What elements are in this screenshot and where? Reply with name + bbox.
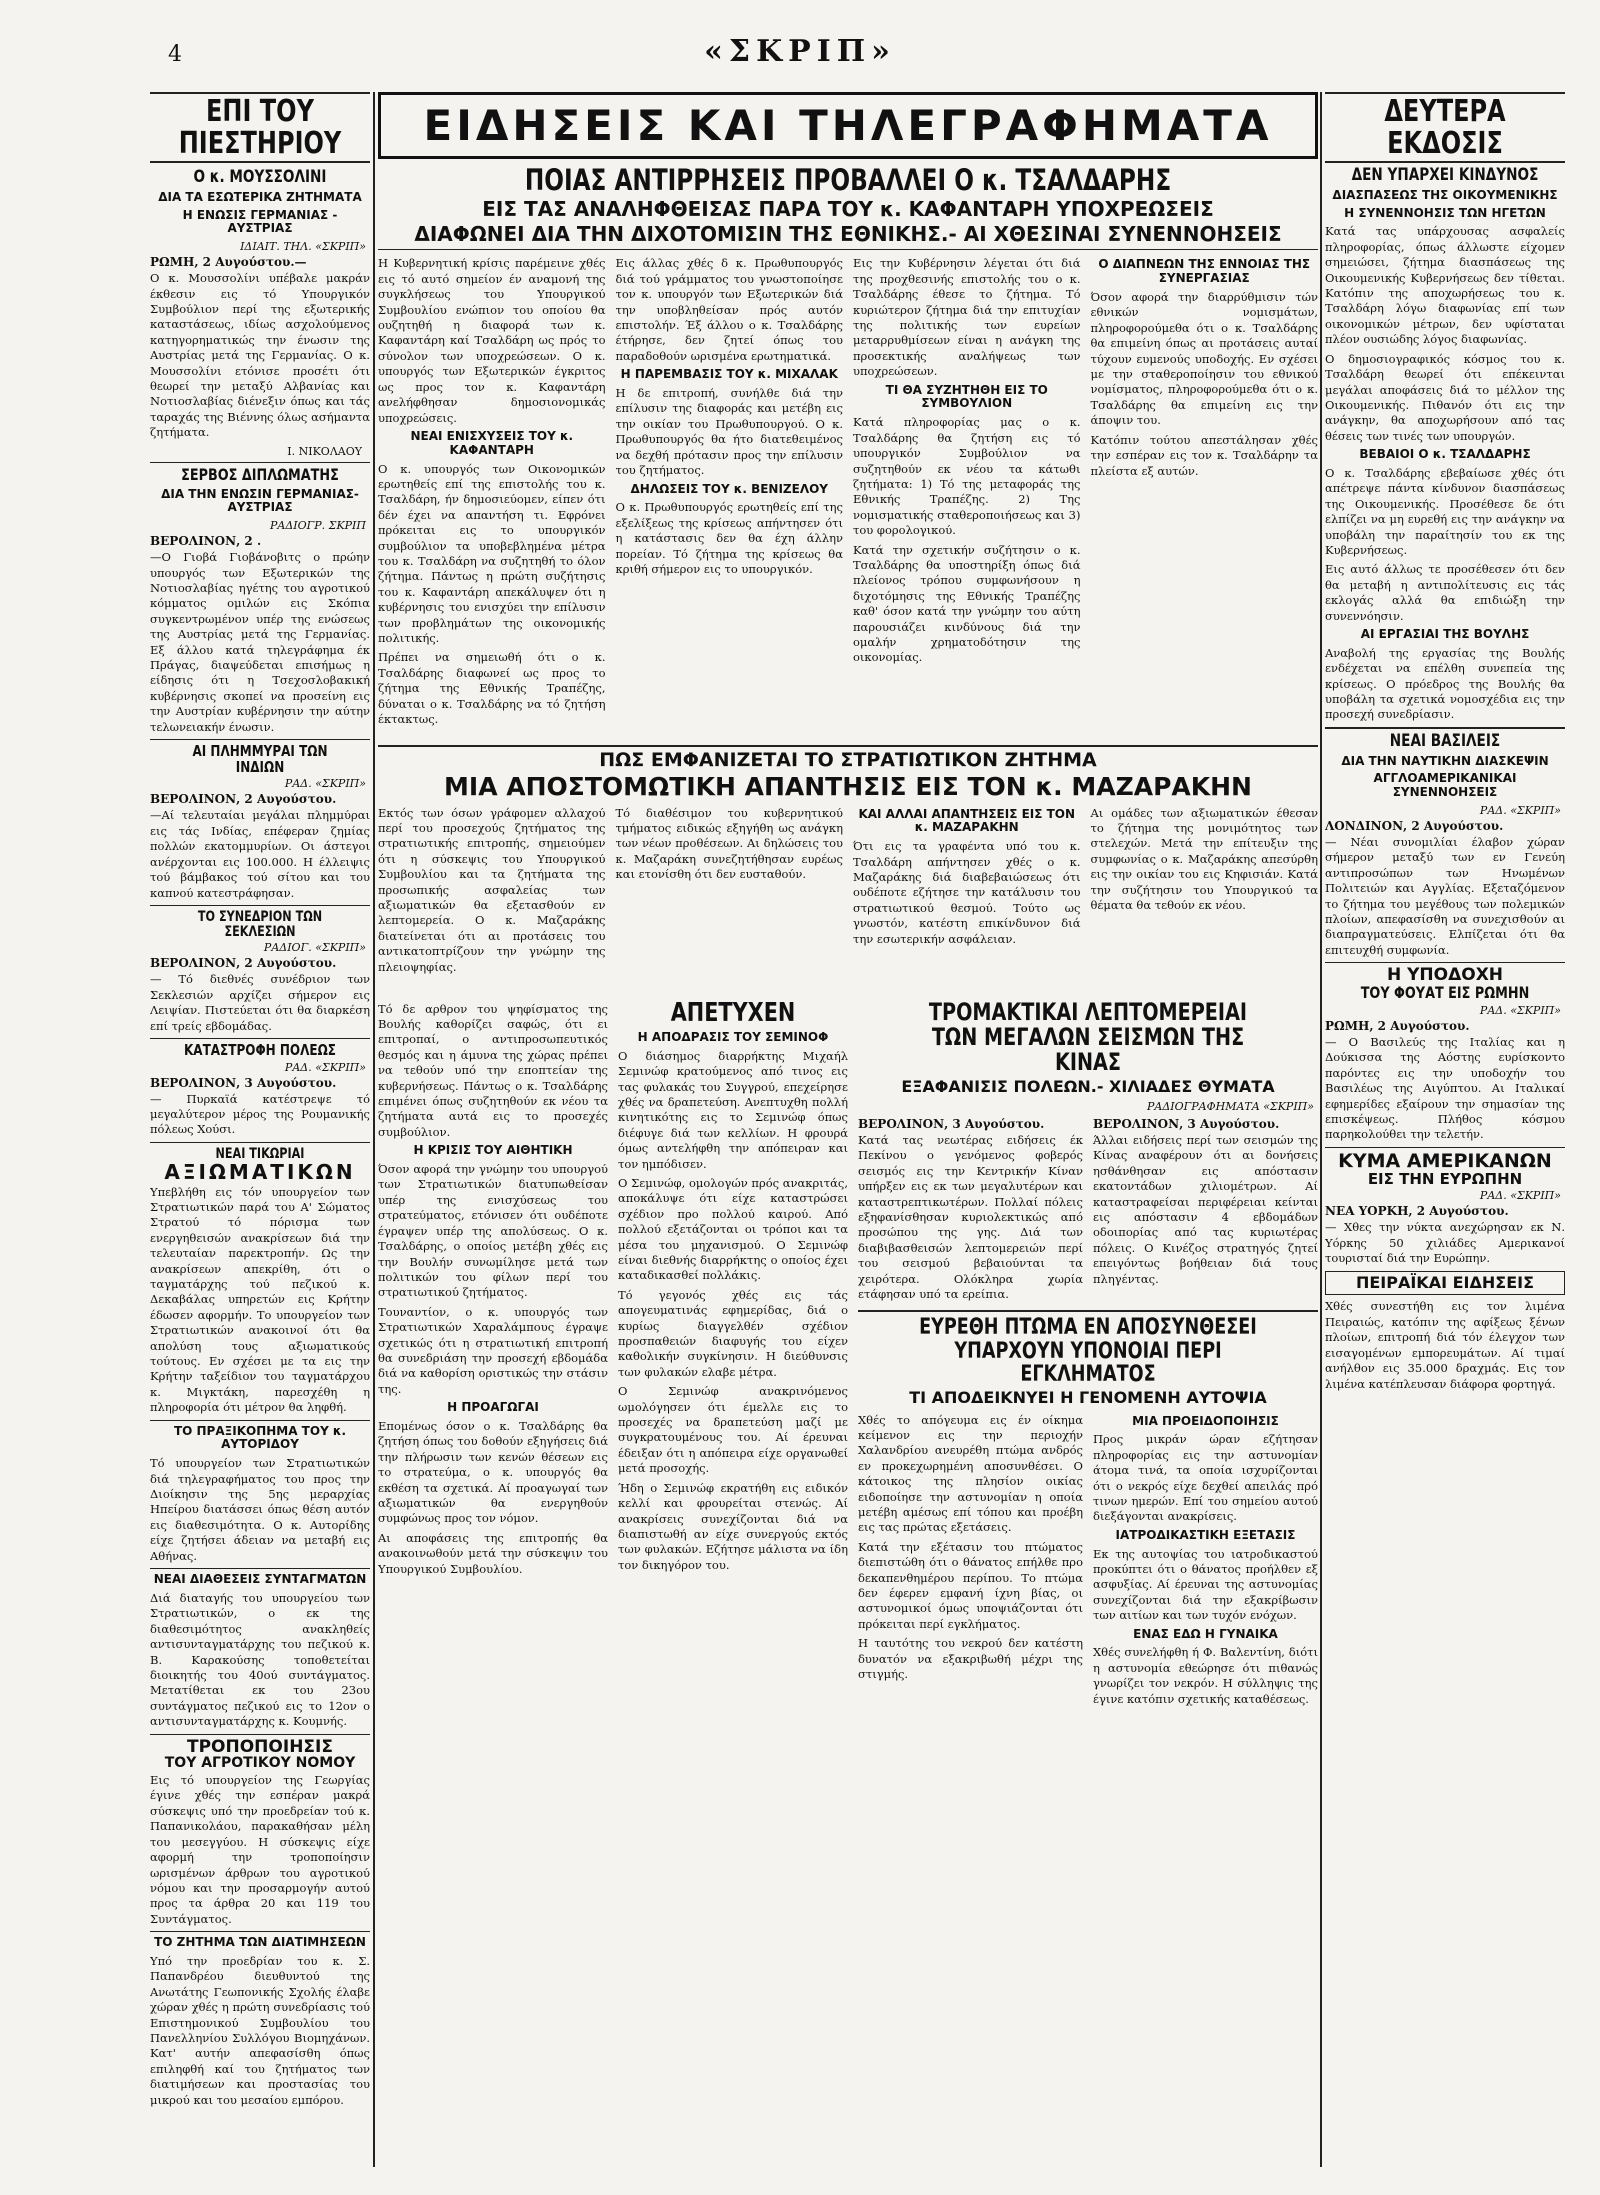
headline: ΚΥΜΑ ΑΜΕΡΙΚΑΝΩΝ xyxy=(1338,1149,1552,1172)
article-text: Ο κ. υπουργός των Οικονομικών ερωτηθείς επί της επιστολής του κ. Τσαλδάρη, ήν δημοσιεύομεν, είπεν ότι δέν έχει να απαντήση τι. Εφρόνει πρόκειται εις το υπουργικόν συμβούλιον τα υποβεβλημένα μέτρα του κ. Τσαλδάρη να συζητηθή το όλον ζήτημα. Πάντως η πρώτη συζήτησις του κ. Καφαντάρη απεκάλυψεν ότι η κυβέρνησις του ενισχύει την επίλυσιν των προβλημάτων της οικονομικής πολιτικής. xyxy=(378,461,606,645)
headline: ΥΠΑΡΧΟΥΝ ΥΠΟΝΟΙΑΙ ΠΕΡΙ ΕΓΚΛΗΜΑΤΟΣ xyxy=(954,1338,1222,1387)
right-column xyxy=(1325,92,1565,2167)
subheadline: ΕΞΑΦΑΝΙΣΙΣ ΠΟΛΕΩΝ.- ΧΙΛΙΑΔΕΣ ΘΥΜΑΤΑ xyxy=(901,1077,1275,1097)
article-text: Κατά τας υπάρχουσας ασφαλείς πληροφορίας, όπως άλλωστε είχομεν σημειώσει, ζήτημα διασπάσεως της Οικουμενικής Κυβερνήσεως δεν τίθεται. Κατόπιν της αποχωρήσεως του κ. Τσαλδάρη λόγω διαφωνίας επί των οικονομικών μέτρων, δεν υφίσταται πλέον ουσιώδης λόγος διαφωνίας. xyxy=(1325,224,1565,347)
article-text: Κατά πληροφορίας μας ο κ. Τσαλδάρης θα ζητήση εις τό υπουργικόν Συμβούλιον να συζητηθούν εκ νέου τα κάτωθι ζητήματα: 1) Τό της μεταφοράς της Εθνικής Τραπέζης. 2) Της νομισματικής σταθεροποιήσεως και 3) του φορολογικού. xyxy=(853,415,1081,538)
article-text: Τουναντίον, ο κ. υπουργός των Στρατιωτικών Χαραλάμπους έγραψε σχετικώς ότι η στρατιωτική επιτροπή θα συνεδριάση την προσεχή εβδομάδα διά να καθορίση οριστικώς την στάσιν της. xyxy=(378,1304,608,1396)
article-text: Όσον αφορά την διαρρύθμισιν τών εθνικών νομισμάτων, πληροφορούμεθα ότι ο κ. Τσαλδάρης θα επιμείνη όπως αι προτάσεις αυταί τύχουν ευμενούς υποδοχής. Εν σχέσει με την σταθεροποίησιν του εθνικού νομίσματος, πληροφορούμεθα ότι ο κ. Τσαλδάρης θα επιμείνη εις την άποψιν του. xyxy=(1090,290,1318,428)
article-text: Εις τό υπουργείον της Γεωργίας έγινε χθές την εσπέραν μακρά σύσκεψις υπό την προεδρείαν τού κ. Παπανικολάου, παρακαθήσαν μέλη του μεσεγγύου. Η σύσκεψις είχε αφορμή την τροποποίησιν ωρισμένων άρθρων του αγροτικού νόμου και την προσαρμογήν αυτού προς τα άρθρα 20 και 119 του Συντάγματος. xyxy=(150,1773,370,1926)
newspaper-name: «ΣΚΡΙΠ» xyxy=(704,34,896,69)
dateline: ΡΩΜΗ, 2 Αυγούστου.— xyxy=(150,255,307,270)
article-text: Αι αποφάσεις της επιτροπής θα ανακοινωθούν μετά την σύσκεψιν του Υπουργικού Συμβουλίου. xyxy=(378,1530,608,1576)
center-section xyxy=(378,92,1318,2167)
article-text: Όσον αφορά την γνώμην του υπουργού των Στρατιωτικών διατυπωθείσαν υπέρ της ενισχύσεως του στρατεύματος, ετόνισεν ότι ουδέποτε έγραψεν υπέρ της απολύσεως. Ο κ. Τσαλδάρης, ο οποίος μετέβη χθές εις την Βουλήν συνωμίλησε μετά των πολιτικών του φίλων περί του στρατιωτικού ζητήματος. xyxy=(378,1162,608,1300)
headline: ΑΙ ΠΛΗΜΜΥΡΑΙ ΤΩΝ ΙΝΔΙΩΝ xyxy=(192,741,328,776)
subheadline: ΕΙΣ ΤΗΝ ΕΥΡΩΠΗΝ xyxy=(1367,1169,1523,1188)
article-text: Η ταυτότης του νεκρού δεν κατέστη δυνατόν να εξακριβωθή μέχρι της στιγμής. xyxy=(858,1636,1083,1682)
subheadline: ΔΙΑ ΤΗΝ ΕΝΩΣΙΝ ΓΕΡΜΑΝΙΑΣ-ΑΥΣΤΡΙΑΣ xyxy=(161,486,359,515)
article-text: Εκτός των όσων γράφομεν αλλαχού περί του προσεχούς ζητήματος της στρατιωτικής επιτροπής, σημειούμεν ότι η σύσκεψις του Υπουργικού Συμβουλίου και τα ζητήματα της προσωπικής ασφαλείας των αξιωματικών θα εξετασθούν εν λεπτομερεία. Ο κ. Μαζαράκης διατείνεται ότι αι προτάσεις του αντικατοπτρίζουν την γνώμην της πλειοψηφίας. xyxy=(378,805,606,974)
subheading: ΜΙΑ ΠΡΟΕΙΔΟΠΟΙΗΣΙΣ xyxy=(1132,1413,1279,1428)
subheading: ΙΑΤΡΟΔΙΚΑΣΤΙΚΗ ΕΞΕΤΑΣΙΣ xyxy=(1115,1527,1296,1542)
article-text: Κατόπιν τούτου απεστάλησαν χθές την εσπέραν εις τον κ. Τσαλδάρην τα πλείστα εξ αυτών. xyxy=(1090,432,1318,478)
dateline: ΝΕΑ ΥΟΡΚΗ, 2 Αυγούστου. xyxy=(1325,1204,1509,1219)
article-text: Εις αυτό άλλως τε προσέθεσεν ότι δεν θα μεταβή η αντιπολίτευσις εις τάς εκλογάς αλλά θα επιδιώξη την συνεννόησιν. xyxy=(1325,562,1565,623)
headline: ΝΕΑΙ ΤΙΚΩΡΙΑΙ xyxy=(215,1145,305,1162)
subheading: ΔΗΛΩΣΕΙΣ ΤΟΥ κ. ΒΕΝΙΖΕΛΟΥ xyxy=(630,481,828,496)
masthead xyxy=(0,12,1600,72)
crime-article xyxy=(858,1411,1318,1711)
military-article-top xyxy=(378,804,1318,994)
article-text: Ήδη ο Σεμινώφ εκρατήθη εις ειδικόν κελλί και φρουρείται στενώς. Αί ανακρίσεις συνεχίζονται διά να διαπιστωθή αν είχε συνεργούς εκτός των φυλακών. Εζήτησε μάλιστα να ίδη τον δικηγόρον του. xyxy=(618,1480,848,1572)
headline: ΤΟ ΠΡΑΞΙΚΟΠΗΜΑ ΤΟΥ κ. ΑΥΤΟΡΙΔΟΥ xyxy=(173,1423,347,1452)
subheadline: ΔΙΑ ΤΗΝ ΝΑΥΤΙΚΗΝ ΔΙΑΣΚΕΨΙΝ xyxy=(1341,753,1549,768)
subheading: ΒΕΒΑΙΟΙ Ο κ. ΤΣΑΛΔΑΡΗΣ xyxy=(1359,447,1531,462)
byline: ΡΑΔΙΟΓΡ. ΣΚΡΙΠ xyxy=(269,519,366,533)
article-text: Κατά τας νεωτέρας ειδήσεις έκ Πεκίνου ο γενόμενος φοβερός σεισμός εις την Κεντρικήν Κίναν υπήρξεν εις εκ των μεγαλυτέρων και καταστρεπτικωτέρων. Πολλαί πόλεις εξηφανίσθησαν κυριολεκτικώς από προσώπου της γης. Διά των διαβιβασθεισών λεπτομερειών περί του σεισμού βεβαιούνται τα χειρότερα. Ολόκληρα χωρία ετάφησαν υπό τα ερείπια. xyxy=(858,1132,1083,1302)
subheadline: ΤΟΥ ΦΟΥΑΤ ΕΙΣ ΡΩΜΗΝ xyxy=(1360,983,1530,1003)
column-divider xyxy=(373,92,375,2167)
article-text: Χθές συνεστήθη εις τον λιμένα Πειραιώς, κατόπιν της αφίξεως ξένων πλοίων, επιτροπή διά τόν έλεγχον των εισαγομένων εμπορευμάτων. Αί τιμαί ανήλθον εις 35.000 δραχμάς. Εις τον λιμένα κατέπλευσαν διάφορα φορτηγά. xyxy=(1325,1299,1565,1391)
article-text: Τό δε αρθρον του ψηφίσματος της Βουλής καθορίζει σαφώς, ότι ει επιτροπαί, ο αντιπροσωπευτικός θεσμός και η άμυνα της χώρας πρέπει να τεθούν υπό την εποπτείαν της κυβερνήσεως. Πάντως ο κ. Τσαλδάρης επιμένει όπως συζητηθούν εκ νέου τα ζητήματα αυτά εις το προσεχές συμβούλιον. xyxy=(378,1001,608,1139)
byline: ΡΑΔ. «ΣΚΡΙΠ» xyxy=(284,777,366,791)
article-text: — Πυρκαϊά κατέστρεψε τό μεγαλύτερον μέρος της Ρουμανικής πόλεως Χούσι. xyxy=(150,1091,370,1137)
article-text: Ο Σεμινώφ ανακρινόμενος ωμολόγησεν ότι έμελλε εις το προσεχές να δραπετεύση μαζί με συγκρατουμένους του. Αί έρευναι έδειξαν ότι η απόπειρα είχε οργανωθεί μετά προσοχής. xyxy=(618,1384,848,1476)
dateline: ΒΕΡΟΛΙΝΟΝ, 3 Αυγούστου. xyxy=(1093,1116,1280,1131)
headline: ΚΑΤΑΣΤΡΟΦΗ ΠΟΛΕΩΣ xyxy=(184,1040,336,1059)
byline: ΡΑΔ. «ΣΚΡΙΠ» xyxy=(1479,1189,1561,1203)
article-text: Ο κ. Μουσσολίνι υπέβαλε μακράν έκθεσιν εις τό Υπουργικόν Συμβούλιον περί της εξωτερικής καταστάσεως, ιδίως ασχολούμενος κατηγορηματικώς την ένωσιν της Αυστρίας μετά της Γερμανίας. Ο κ. Μουσσολίνι ετόνισε προσέτι ότι θεωρεί την μεταξύ Αλβανίας και Νοτιοσλαβίας διένεξιν όπως και τάς ταραχάς της Βιέννης όλως ασήμαντα ζητήματα. xyxy=(150,271,370,440)
article-text: Ο διάσημος διαρρήκτης Μιχαήλ Σεμινώφ κρατούμενος από τινος εις τας φυλακάς του Συγγρού, επεχείρησε χθές να δραπετεύση. Ανεπτυχθη πολλή κινητικότης εις το Σεμινώφ όπως διέφυγε διά των κελλίων. Η φρουρά όμως αντελήφθη την απόπειραν και τον ημπόδισεν. xyxy=(618,1048,848,1171)
article-text: Εις άλλας χθές δ κ. Πρωθυπουργός διά τού γράμματος του γνωστοποίησε τον κ. υπουργόν των Εξωτερικών διά την υποβληθείσαν πρός αυτόν επιστολήν. Έξ άλλου ο κ. Τσαλδάρης έτήρησε, δεν ζητεί όπως του παραδοθούν ωρισμένα ερωτηματικά. xyxy=(615,256,843,363)
headline: ΔΕΝ ΥΠΑΡΧΕΙ ΚΙΝΔΥΝΟΣ xyxy=(1351,165,1539,185)
byline: ΡΑΔΙΟΓΡΑΦΗΜΑΤΑ «ΣΚΡΙΠ» xyxy=(1146,1099,1314,1113)
article-text: Προς μικράν ώραν εζήτησαν πληροφορίας εις την αστυνομίαν άτομα τινά, τα οποία ισχυρίζονται ότι ο νεκρός είχε δεχθεί απειλάς πρό τινων ημερών. Επί του σημείου αυτού διεξάγονται ανακρίσεις. xyxy=(1093,1432,1318,1524)
lead-subheadline: ΕΙΣ ΤΑΣ ΑΝΑΛΗΦΘΕΙΣΑΣ ΠΑΡΑ ΤΟΥ κ. ΚΑΦΑΝΤΑΡΗ ΥΠΟΧΡΕΩΣΕΙΣ xyxy=(482,197,1214,222)
headline: ΝΕΑΙ ΒΑΣΙΛΕΙΣ xyxy=(1389,730,1501,751)
article-text: — Νέαι συνομιλίαι έλαβον χώραν σήμερον μεταξύ των εν Γενεύη αντιπροσώπων των Ηνωμένων Πολιτειών και Αγγλίας. Εξεταζόμενον το ζήτημα του μεγέθους των πολεμικών πλοίων, απεφασίσθη να συνεχισθούν αι διαπραγματεύσεις. Ελπίζεται ότι θα επιτευχθή συμφωνία. xyxy=(1325,835,1565,957)
subheading: Η ΠΡΟΑΓΩΓΑΙ xyxy=(447,1400,539,1415)
article-text: Η Κυβερνητική κρίσις παρέμεινε χθές εις τό αυτό σημείον έν αναμονή της συγκλήσεως του Υπουργικού Συμβουλίου ενώπιον του οποίου θα ουζητηθή η διαφορά των κ. Καφαντάρη καί Τσαλδάρη ως πρός το σύνολον των υποχρεώσεων. Ο κ. υπουργός των Εξωτερικών έγκριτος ως προς τον κ. Καφαντάρη ανελήφθησαν δημοσιονομικάς υποχρεώσεις. xyxy=(378,256,606,425)
column-divider xyxy=(1320,92,1322,2167)
headline: ΤΩΝ ΜΕΓΑΛΩΝ ΣΕΙΣΜΩΝ ΤΗΣ ΚΙΝΑΣ xyxy=(931,1022,1245,1076)
article-text: Τό διαθέσιμον του κυβερνητικού τμήματος ειδικώς εξηγήθη ως ανάγκη των νέων προθέσεων. Αι δηλώσεις του κ. Μαζαράκη συνεζητήθησαν ευρέως και ετονίσθη ότι δεν ευσταθούν. xyxy=(615,805,843,882)
byline: ΙΔΙΑΙΤ. ΤΗΛ. «ΣΚΡΙΠ» xyxy=(240,240,366,254)
article-text: Τό γεγονός χθές εις τάς απογευματινάς εφημερίδας, διά ο κυρίως διαγγελθέν σχέδιον προσπαθειών διαφυγής του είχεν καθολικήν συγκίνησιν. Η διεύθυνσις των φυλακών ελαβε μέτρα. xyxy=(618,1287,848,1379)
lower-section xyxy=(378,1000,1318,2160)
headline: ΤΡΟΠΟΠΟΙΗΣΙΣ xyxy=(187,1736,333,1757)
headline: ΤΟ ΣΥΝΕΔΡΙΟΝ ΤΩΝ ΣΕΚΛΕΣΙΩΝ xyxy=(197,908,323,940)
headline: ΕΥΡΕΘΗ ΠΤΩΜΑ ΕΝ ΑΠΟΣΥΝΘΕΣΕΙ xyxy=(919,1315,1257,1341)
subheading: Η ΚΡΙΣΙΣ ΤΟΥ ΑΙΘΗΤΙΚΗ xyxy=(413,1143,573,1158)
subheadline: ΤΟΥ ΑΓΡΟΤΙΚΟΥ ΝΟΜΟΥ xyxy=(164,1755,356,1772)
section-label: ΔΕΥΤΕΡΑ ΕΚΔΟΣΙΣ xyxy=(1384,94,1506,161)
article-text: Χθές το απόγευμα εις έν οίκημα κείμενον εις την περιοχήν Χαλανδρίου ανευρέθη πτώμα ανδρός εν προκεχωρημένη αποσυνθέσει. Ο κάτοικος της πλησίον οικίας ειδοποίησε την αστυνομίαν η οποία μετέβη αμέσως επί τόπου και προέβη εις τας πρώτας εξετάσεις. xyxy=(858,1412,1083,1535)
earthquake-article xyxy=(858,1115,1318,1306)
headline: ΤΟ ΖΗΤΗΜΑ ΤΩΝ ΔΙΑΤΙΜΗΣΕΩΝ xyxy=(154,1935,366,1950)
article-text: Άλλαι ειδήσεις περί των σεισμών της Κίνας αναφέρουν ότι αι δονήσεις ησθάνθησαν εις απόστασιν εκατοντάδων χιλιομέτρων. Αί καταστραφείσαι περιφέρειαι κείνται εις απόστασιν 4 εβδομάδων οδοιπορίας από τας κυριωτέρας πόλεις. Ο Κινέζος στρατηγός ζητεί επειγόντως βοήθειαν διά τους πληγέντας. xyxy=(1093,1132,1318,1286)
article-text: — Ο Βασιλεύς της Ιταλίας και η Δούκισσα της Αόστης ευρίσκοντο παρόντες εις την υποδοχήν του Βασιλέως της Αιγύπτου. Αι Ιταλικαί εφημερίδες εξαίρουν την σημασίαν της επισκέψεως. Πλήθος κόσμου παρηκολούθει την τελετήν. xyxy=(1325,1034,1565,1142)
article-text: Εις την Κυβέρνησιν λέγεται ότι διά της προχθεσινής επιστολής του ο κ. Τσαλδάρης έθεσε το ζήτημα. Τό κυριώτερον ζήτημα διά την επιτυχίαν της πολιτικής των ευρείων μεταρρυθμίσεων είναι η ανάγκη της προσεκτικής αναλήψεως των υποχρεώσεων. xyxy=(853,256,1081,379)
article-text: Η δε επιτροπή, συνήλθε διά την επίλυσιν της διαφοράς και μετέβη εις την οικίαν του Πρωθυπουργού. Ο κ. Πρωθυπουργός θα ήτο διατεθειμένος να δεχθή πρότασιν προς την επίλυσιν του ζητήματος. xyxy=(615,386,843,478)
article-text: Διά διαταγής του υπουργείου των Στρατιωτικών, ο εκ της διαθεσιμότητος ανακληθείς αντισυνταγματάρχης του πεζικού κ. Β. Καρακούσης τοποθετείται διοικητής του 40ού συντάγματος. Μετατίθεται εκ του 23ου συντάγματος πεζικού εις το 12ον ο αντισυνταγματάρχης κ. Κουμνής. xyxy=(150,1590,370,1729)
byline: ΡΑΔ. «ΣΚΡΙΠ» xyxy=(284,1060,366,1074)
subheading: ΕΝΑΣ ΕΔΩ Η ΓΥΝΑΙΚΑ xyxy=(1133,1626,1278,1641)
lead-subheadline: ΔΙΑΦΩΝΕΙ ΔΙΑ ΤΗΝ ΔΙΧΟΤΟΜΙΣΙΝ ΤΗΣ ΕΘΝΙΚΗΣ.- ΑΙ ΧΘΕΣΙΝΑΙ ΣΥΝΕΝΝΟΗΣΕΙΣ xyxy=(414,222,1282,247)
dateline: ΒΕΡΟΛΙΝΟΝ, 2 Αυγούστου. xyxy=(150,956,337,971)
subheading: Η ΠΑΡΕΜΒΑΣΙΣ ΤΟΥ κ. ΜΙΧΑΛΑΚ xyxy=(620,367,838,382)
page-number: 4 xyxy=(168,42,182,67)
subheading: ΤΙ ΘΑ ΣΥΖΗΤΗΘΗ ΕΙΣ ΤΟ ΣΥΜΒΟΥΛΙΟΝ xyxy=(885,382,1048,411)
headline: ΠΕΙΡΑΪΚΑΙ ΕΙΔΗΣΕΙΣ xyxy=(1355,1272,1535,1292)
left-column xyxy=(150,92,370,2167)
lead-headline: ΠΟΙΑΣ ΑΝΤΙΡΡΗΣΕΙΣ ΠΡΟΒΑΛΛΕΙ Ο κ. ΤΣΑΛΔΑΡΗΣ xyxy=(524,163,1172,197)
headline: ΤΡΟΜΑΚΤΙΚΑΙ ΛΕΠΤΟΜΕΡΕΙΑΙ xyxy=(928,999,1248,1026)
article-text: —Ο Γιοβά Γιοβάνοβιτς ο πρώην υπουργός των Εξωτερικών της Νοτιοσλαβίας ηγέτης του αγροτικού κόμματος ομιλών εις Σκόπια συγκεντρωμένον υπέρ της ενώσεως της Αυστρίας μετά της Γερμανίας. Εξ άλλου κατά τηλεγράφημα έκ Πράγας, διαψεύδεται επισήμως η είδησις ότι η Τσεχοσλοβακική κυβέρνησις σκοπεί να προσείνη εις την Αυστρίαν κυβέρνησιν την αύτην τελωνειακήν ένωσιν. xyxy=(150,550,370,734)
article-text: —Αί τελευταίαι μεγάλαι πλημμύραι εις τάς Ινδίας, επέφεραν ζημίας πολλών εκατομμυρίων. Οι άστεγοι ανέρχονται εις 100.000. Η έλλειψις τού βάμβακος τού σίτου και του καπνού κατεστράφησαν. xyxy=(150,808,370,900)
headline: Η ΥΠΟΔΟΧΗ xyxy=(1386,965,1504,986)
article-text: Αι ομάδες των αξιωματικών έθεσαν το ζήτημα της μονιμότητος των στελεχών. Μετά την επίτευξιν της συμφωνίας ο κ. Μαζαράκης απεσύρθη εις την οικίαν του εις Κηφισιάν. Κατά την συζήτησιν του Υπουργικού τα θέματα θα τεθούν εκ νέου. xyxy=(1090,805,1318,913)
article-text: Κατά την εξέτασιν του πτώματος διεπιστώθη ότι ο θάνατος επήλθε προ δεκαπενθημέρου περίπου. Το πτώμα δεν έφερεν εμφανή ίχνη βίας, οι αστυνομικοί όμως υποψιάζονται ότι πρόκειται περί εγκλήματος. xyxy=(858,1539,1083,1631)
lead-article xyxy=(378,254,1318,741)
subheadline: Η ΕΝΩΣΙΣ ΓΕΡΜΑΝΙΑΣ - ΑΥΣΤΡΙΑΣ xyxy=(182,207,338,236)
dateline: ΒΕΡΟΛΙΝΟΝ, 3 Αυγούστου. xyxy=(858,1116,1045,1131)
byline: ΡΑΔ. «ΣΚΡΙΠ» xyxy=(1479,1003,1561,1017)
headline: ΝΕΑΙ ΔΙΑΘΕΣΕΙΣ ΣΥΝΤΑΓΜΑΤΩΝ xyxy=(153,1572,367,1587)
subheading: ΑΙ ΕΡΓΑΣΙΑΙ ΤΗΣ ΒΟΥΛΗΣ xyxy=(1360,626,1530,641)
article-text: Ο Σεμινώφ, ομολογών πρός ανακριτάς, αποκάλυψε ότι είχε καταστρώσει σχέδιον προ πολλού καιρού. Από πολλού εξετάζονται οι τρόποι και τα μέσα του μηχανισμού. Ο Σεμινώφ είναι διεθνής διαρρήκτης ο οποίος έχει καταδικασθεί πολλάκις. xyxy=(618,1175,848,1283)
subheading: ΚΑΙ ΑΛΛΑΙ ΑΠΑΝΤΗΣΕΙΣ ΕΙΣ ΤΟΝ κ. ΜΑΖΑΡΑΚΗΝ xyxy=(858,806,1076,835)
subheadline: ΑΓΓΛΟΑΜΕΡΙΚΑΝΙΚΑΙ ΣΥΝΕΝΝΟΗΣΕΙΣ xyxy=(1373,771,1517,800)
subheading: ΝΕΑΙ ΕΝΙΣΧΥΣΕΙΣ ΤΟΥ κ. ΚΑΦΑΝΤΑΡΗ xyxy=(410,428,574,457)
section-banner: ΕΙΔΗΣΕΙΣ ΚΑΙ ΤΗΛΕΓΡΑΦΗΜΑΤΑ xyxy=(378,92,1318,159)
subheadline: ΤΙ ΑΠΟΔΕΙΚΝΥΕΙ Η ΓΕΝΟΜΕΝΗ ΑΥΤΟΨΙΑ xyxy=(909,1387,1267,1407)
article-text: — Χθες την νύκτα ανεχώρησαν εκ Ν. Υόρκης 50 χιλιάδες Αμερικανοί τουρισταί διά την Ευρώπην. xyxy=(1325,1220,1565,1266)
article-text: Αναβολή της εργασίας της Βουλής ενδέχεται να επέλθη συνεπεία της κρίσεως. Ο πρόεδρος της Βουλής θα υποβάλη τα σχετικά νομοσχέδια εις την προσεχή συνεδρίασιν. xyxy=(1325,645,1565,722)
article-text: — Τό διεθνές συνέδριον των Σεκλεσιών αρχίζει σήμερον εις Λειψίαν. Πιστεύεται ότι θα διαρκέση επί τρείς εβδομάδας. xyxy=(150,972,370,1033)
byline: ΡΑΔΙΟΓ. «ΣΚΡΙΠ» xyxy=(263,941,366,955)
headline: Ο κ. ΜΟΥΣΣΟΛΙΝΙ xyxy=(193,167,327,187)
headline: ΣΕΡΒΟΣ ΔΙΠΛΩΜΑΤΗΣ xyxy=(181,464,339,484)
headline: ΜΙΑ ΑΠΟΣΤΟΜΩΤΙΚΗ ΑΠΑΝΤΗΣΙΣ ΕΙΣ ΤΟΝ κ. ΜΑΖΑΡΑΚΗΝ xyxy=(444,772,1252,802)
article-text: Ότι εις τα γραφέντα υπό του κ. Τσαλδάρη απήντησεν χθές ο κ. Μαζαράκης διά διαβεβαιώσεως ότι ουδέποτε εζήτησε την κατάλυσιν του στρατιωτικού θεσμού. Τούτο ως γνωστόν, κατέστη επικίνδυνον διά την εσωτερικήν ασφάλειαν. xyxy=(853,839,1081,946)
subheadline: ΔΙΑΣΠΑΣΕΩΣ ΤΗΣ ΟΙΚΟΥΜΕΝΙΚΗΣ xyxy=(1332,187,1558,202)
headline: ΑΞΙΩΜΑΤΙΚΩΝ xyxy=(164,1159,356,1184)
article-text: Υπό την προεδρίαν του κ. Σ. Παπανδρέου διευθυντού της Ανωτάτης Γεωπονικής Σχολής έλαβε χώραν χθές η πρώτη συνεδρίασις τού Επιστημονικού Συμβουλίου του Πανελληνίου Συλλόγου Βιομηχάνων. Κατ' αυτήν απεφασίσθη όπως επιληφθή καί του ζητήματος των διατιμήσεων και προστασίας του μικρού και του μεσαίου εμπόρου. xyxy=(150,1953,370,2107)
article-text: Χθές συνελήφθη ή Φ. Βαλεντίνη, διότι η αστυνομία εθεώρησε ότι πιθανώς γνωρίζει τον νεκρόν. Η σύλληψις της έγινε κατόπιν σχετικής καταθέσεως. xyxy=(1093,1645,1318,1706)
dateline: ΒΕΡΟΛΙΝΟΝ, 3 Αυγούστου. xyxy=(150,1075,337,1090)
dateline: ΡΩΜΗ, 2 Αυγούστου. xyxy=(1325,1018,1470,1033)
subheadline: Η ΑΠΟΔΡΑΣΙΣ ΤΟΥ ΣΕΜΙΝΟΦ xyxy=(637,1029,829,1044)
article-text: Κατά την σχετικήν συζήτησιν ο κ. Τσαλδάρης θα υποστηρίξη όπως διά πλείονος τρόπου συμφωνήσουν η διχοτόμησις της Εθνικής Τραπέζης καθ' όσον κατά την γνώμην του αύτη παρουσιάζει κινδύνους διά την ομαλήν χρηματοδότησιν της οικονομίας. xyxy=(853,542,1081,665)
headline: ΑΠΕΤΥΧΕΝ xyxy=(670,999,796,1028)
article-text: Ο κ. Πρωθυπουργός ερωτηθείς επί της εξελίξεως της κρίσεως απήντησεν ότι η κατάστασις δεν θα έχη άλλην πορείαν. Τό ζήτημα της κρίσεως θα κριθή σήμερον εις το υπουργικόν. xyxy=(615,500,843,576)
article-text: Τό υπουργείον των Στρατιωτικών διά τηλεγραφήματος του προς την Διοίκησιν της 5ης μεραρχίας Ηπείρου διατάσσει όπως θέση αυτόν εις διαθεσιμότητα. Ο κ. Αυτορίδης είχε ζητήσει άδειαν να μεταβή εις Αθήνας. xyxy=(150,1456,370,1563)
signature: Ι. ΝΙΚΟΛΑΟΥ xyxy=(287,444,362,458)
headline: ΠΩΣ ΕΜΦΑΝΙΖΕΤΑΙ ΤΟ ΣΤΡΑΤΙΩΤΙΚΟΝ ΖΗΤΗΜΑ xyxy=(599,749,1097,772)
article-text: Υπεβλήθη εις τόν υπουργείον των Στρατιωτικών παρά του Α' Σώματος Στρατού τό πόρισμα των ενεργηθεισών ανακρίσεων διά την τελευταίαν παρεκτροπήν. Ως την ανακρίσεων απεκρίθη, ότι ο ταγματάρχης τού πεζικού κ. Δεκαβάλας υπηρετών εις Κρήτην έδωσεν αφορμήν. Το υπουργείον των Στρατιωτικών ανακοινοί ότι θα απολύση τους αξιωματικούς τούτους. Εν σχέσει με τα εις την Κρήτην ταξείδιον του ταγματάρχου κ. Μιγκτάκη, παρεσχέθη η πληροφορία ότι μέτρον θα ληφθή. xyxy=(150,1184,370,1415)
subheadline: Η ΣΥΝΕΝΝΟΗΣΙΣ ΤΩΝ ΗΓΕΤΩΝ xyxy=(1344,205,1546,220)
byline: ΡΑΔ. «ΣΚΡΙΠ» xyxy=(1479,804,1561,818)
dateline: ΒΕΡΟΛΙΝΟΝ, 2 Αυγούστου. xyxy=(150,792,337,807)
article-text: Επομένως όσον ο κ. Τσαλδάρης θα ζητήση όπως του δοθούν εξηγήσεις διά την πλήρωσιν των κενών θέσεων εις το στρατεύμα, ο κ. υπουργός θα εκθέση τα σχετικά. Αί προαγωγαί των αξιωματικών θα ενεργηθούν συμφώνως προς τον νόμον. xyxy=(378,1418,608,1526)
subheading: Ο ΔΙΑΠΝΕΩΝ ΤΗΣ ΕΝΝΟΙΑΣ ΤΗΣ ΣΥΝΕΡΓΑΣΙΑΣ xyxy=(1098,257,1311,286)
article-text: Ο κ. Τσαλδάρης εβεβαίωσε χθές ότι απέτρεψε πάντα κίνδυνον διασπάσεως της Οικουμενικής. Προσέθεσε δε ότι ελπίζει να μη ευρεθή εις την ανάγκην να υποβάλη την παραίτησίν του εκ της Κυβερνήσεως. xyxy=(1325,465,1565,557)
dateline: ΒΕΡΟΛΙΝΟΝ, 2 . xyxy=(150,534,262,549)
dateline: ΛΟΝΔΙΝΟΝ, 2 Αυγούστου. xyxy=(1325,819,1504,834)
article-text: Εκ της αυτοψίας του ιατροδικαστού προκύπτει ότι ο θάνατος προήλθεν εξ ασφυξίας. Αί έρευναι της αστυνομίας συνεχίζονται διά την εξακρίβωσιν των αιτίων και των τυχόν ενόχων. xyxy=(1093,1546,1318,1623)
section-label: ΕΠΙ ΤΟΥ ΠΙΕΣΤΗΡΙΟΥ xyxy=(178,94,342,161)
subheadline: ΔΙΑ ΤΑ ΕΣΩΤΕΡΙΚΑ ΖΗΤΗΜΑΤΑ xyxy=(158,189,362,204)
article-text: Πρέπει να σημειωθή ότι ο κ. Τσαλδάρης διαφωνεί ως προς το ζήτημα της Εθνικής Τραπέζης, δύναται ο κ. Τσαλδάρης να τό ζητήση έκτακτως. xyxy=(378,650,606,726)
article-text: Ο δημοσιογραφικός κόσμος του κ. Τσαλδάρη θεωρεί ότι επέκεινται μεγάλαι αποφάσεις διά το μέλλον της Οικουμενικής. Πιθανόν ότι εις την ανάγκην, θα αποχωρήσουν από τας θέσεις των τινές των υπουργών. xyxy=(1325,351,1565,443)
